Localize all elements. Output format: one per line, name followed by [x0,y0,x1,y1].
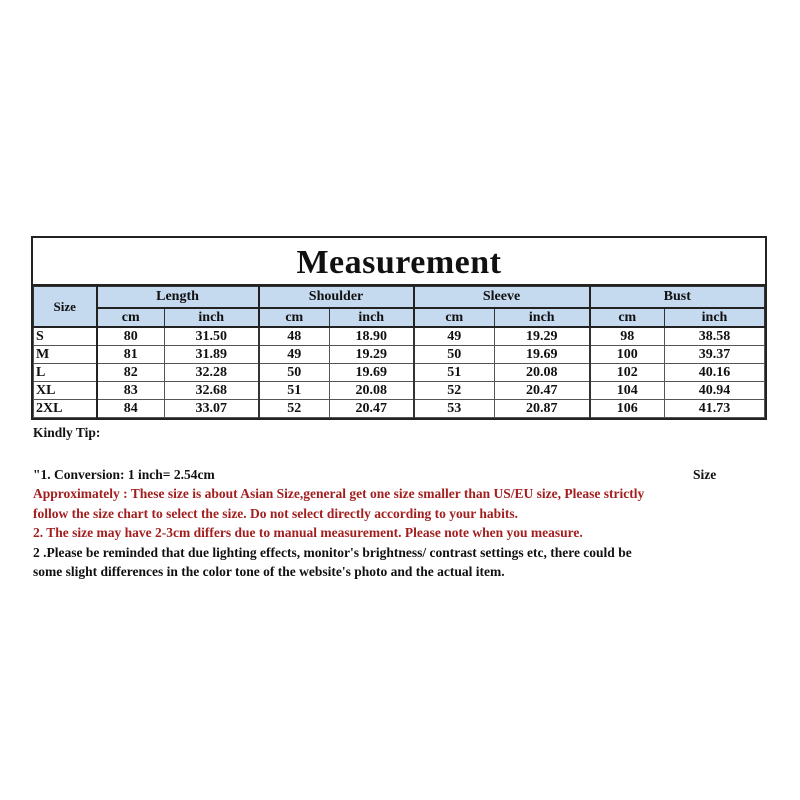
value-cell: 52 [414,382,495,400]
size-chart [31,236,767,420]
approx-note-line2: follow the size chart to select the size. Do not select directly according to your habits. [33,505,519,521]
value-cell: 20.47 [330,400,414,418]
size-cell: L [34,364,97,382]
value-cell: 20.08 [495,364,590,382]
value-cell: 82 [97,364,165,382]
value-cell: 52 [259,400,330,418]
value-cell: 32.28 [165,364,259,382]
size-table [33,286,765,418]
value-cell: 50 [414,346,495,364]
value-cell: 106 [590,400,665,418]
group-header-shoulder: Shoulder [259,287,414,309]
value-cell: 83 [97,382,165,400]
value-cell: 81 [97,346,165,364]
value-cell: 84 [97,400,165,418]
group-header-bust: Bust [590,287,765,309]
value-cell: 38.58 [665,327,765,346]
conversion-note [33,465,773,485]
size-cell: XL [34,382,97,400]
color-note-line1: 2 .Please be reminded that due lighting effects, monitor's brightness/ contrast settings etc, there could be [33,544,632,560]
value-cell: 102 [590,364,665,382]
value-cell: 49 [259,346,330,364]
value-cell: 104 [590,382,665,400]
value-cell: 100 [590,346,665,364]
value-cell: 51 [259,382,330,400]
unit-header: cm [590,308,665,327]
unit-header: inch [495,308,590,327]
size-cell: S [34,327,97,346]
unit-header: cm [414,308,495,327]
value-cell: 98 [590,327,665,346]
value-cell: 40.94 [665,382,765,400]
measurement-note: 2. The size may have 2-3cm differs due to manual measurement. Please note when you measure. [33,525,583,540]
value-cell: 31.89 [165,346,259,364]
group-header-sleeve: Sleeve [414,287,590,309]
table-row [34,346,765,364]
conversion-text: "1. Conversion: 1 inch= 2.54cm [33,466,215,482]
value-cell: 53 [414,400,495,418]
value-cell: 39.37 [665,346,765,364]
value-cell: 20.87 [495,400,590,418]
value-cell: 18.90 [330,327,414,346]
color-note-line2: some slight differences in the color tone of the website's photo and the actual item. [33,564,505,579]
notes-heading: Kindly Tip: [33,425,101,440]
value-cell: 19.69 [495,346,590,364]
table-row [34,364,765,382]
table-row [34,327,765,346]
unit-header: inch [330,308,414,327]
value-cell: 50 [259,364,330,382]
value-cell: 40.16 [665,364,765,382]
value-cell: 20.47 [495,382,590,400]
value-cell: 49 [414,327,495,346]
size-cell: 2XL [34,400,97,418]
value-cell: 33.07 [165,400,259,418]
approx-note-line1: Approximately : These size is about Asian Size,general get one size smaller than US/EU size, Please strictly [33,486,645,501]
table-row [34,382,765,400]
unit-header: cm [259,308,330,327]
size-header: Size [34,287,97,328]
notes-section [33,423,773,582]
table-row [34,400,765,418]
value-cell: 19.29 [495,327,590,346]
size-cell: M [34,346,97,364]
value-cell: 48 [259,327,330,346]
value-cell: 80 [97,327,165,346]
group-header-length: Length [97,287,259,309]
value-cell: 19.69 [330,364,414,382]
value-cell: 31.50 [165,327,259,346]
unit-header: inch [665,308,765,327]
unit-header: cm [97,308,165,327]
value-cell: 41.73 [665,400,765,418]
chart-title: Measurement [33,238,765,286]
unit-header: inch [165,308,259,327]
value-cell: 20.08 [330,382,414,400]
value-cell: 32.68 [165,382,259,400]
conversion-size-label: Size [693,466,717,482]
value-cell: 19.29 [330,346,414,364]
value-cell: 51 [414,364,495,382]
